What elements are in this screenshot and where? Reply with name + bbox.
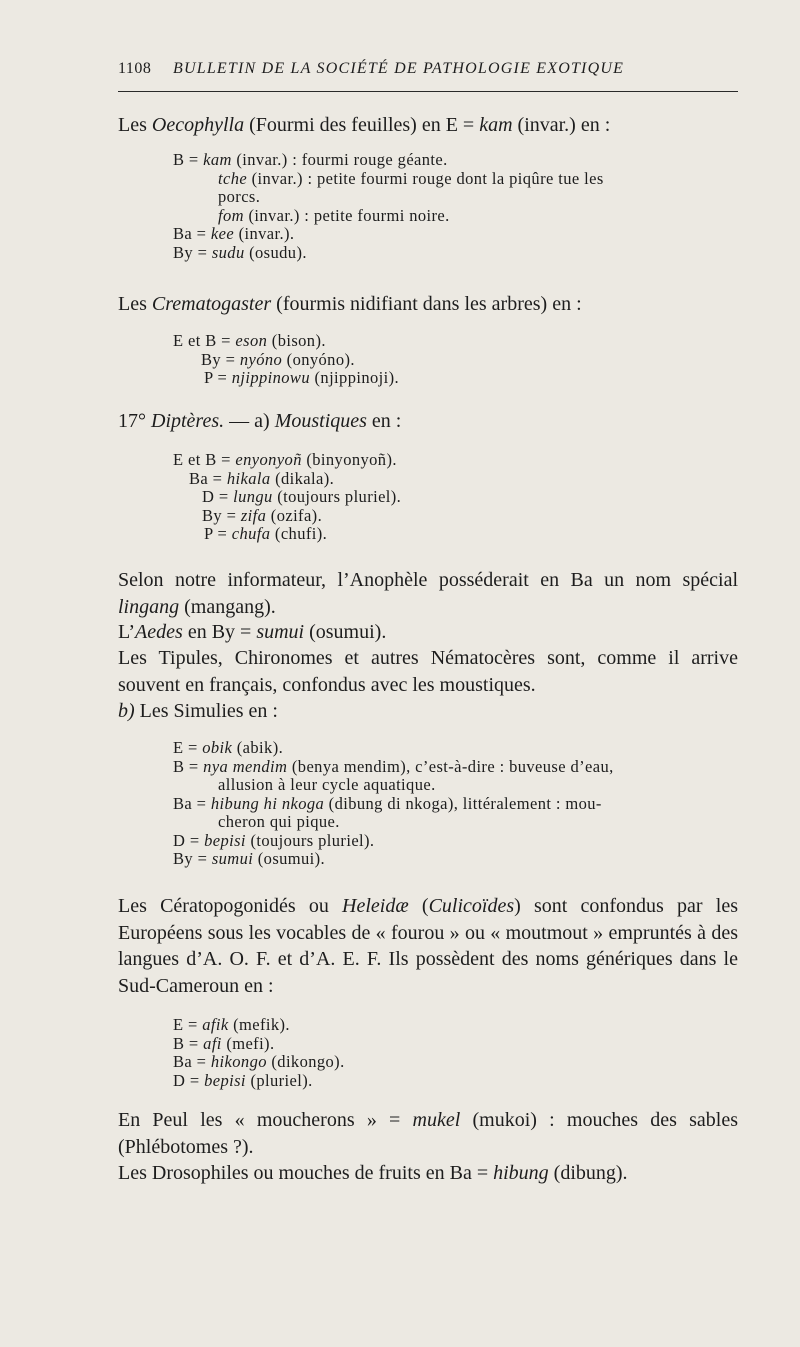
definition: (bison). xyxy=(267,331,326,350)
running-header xyxy=(118,60,738,82)
separator: = xyxy=(192,1052,211,1071)
separator: = xyxy=(183,1015,203,1034)
separator: = xyxy=(185,830,205,850)
vernacular-term: hikala xyxy=(226,468,271,488)
vernacular-term: afi xyxy=(203,1033,222,1053)
vernacular-term: eson xyxy=(235,331,268,350)
language-label: E et B xyxy=(173,331,217,350)
text: Les Drosophiles ou mouches de fruits en Ba = xyxy=(118,1162,494,1184)
list-item xyxy=(173,739,743,758)
paragraph xyxy=(118,291,738,318)
text: L’ xyxy=(118,621,136,643)
separator: = xyxy=(212,368,232,387)
paragraph xyxy=(118,619,738,646)
simulies-heading xyxy=(118,698,738,725)
separator: = xyxy=(214,487,234,506)
list-item xyxy=(173,332,733,351)
separator: = xyxy=(212,524,232,543)
list-item xyxy=(173,507,733,526)
aedes-paragraph xyxy=(118,619,738,646)
language-label: Ba xyxy=(173,793,193,813)
text: En Peul les « moucherons » = xyxy=(118,1109,413,1131)
oecophylla-list xyxy=(173,151,743,262)
separator: = xyxy=(208,468,227,488)
text: Les Cératopogonidés ou xyxy=(118,895,343,917)
separator: = xyxy=(193,242,212,262)
list-item xyxy=(173,244,743,263)
page-number: 1108 xyxy=(118,60,152,77)
definition: (chufi). xyxy=(270,524,328,543)
separator: = xyxy=(216,450,236,469)
list-item xyxy=(173,369,733,388)
list-item xyxy=(173,1035,733,1054)
list-item xyxy=(173,850,743,869)
text: (fourmis nidifiant dans les arbres) en : xyxy=(271,293,582,315)
vernacular-term: zifa xyxy=(240,505,267,525)
paragraph xyxy=(118,567,738,620)
paragraph xyxy=(118,112,738,139)
ceratopogonides-list xyxy=(173,1016,733,1090)
list-item xyxy=(173,207,743,226)
language-label: D xyxy=(173,830,186,850)
text: (mukoi) : mouches des sables (Phlébotomes ?). xyxy=(118,1109,738,1158)
list-item xyxy=(173,758,743,777)
header-rule xyxy=(118,91,738,92)
vernacular-term: bepisi xyxy=(204,830,246,850)
language-label: E xyxy=(173,738,184,757)
definition: (ozifa). xyxy=(266,505,323,525)
definition: porcs. xyxy=(218,187,261,206)
section-number: 17° xyxy=(118,410,146,432)
language-label: By xyxy=(173,242,194,262)
paragraph: Les Tipules, Chironomes et autres Nématocères sont, comme il arrive souvent en français, confondus avec les moustiques. xyxy=(118,647,738,696)
list-item xyxy=(173,813,743,832)
definition: (dibung di nkoga), littéralement : mou- xyxy=(324,793,602,813)
text: — a) xyxy=(224,410,275,432)
language-label: B xyxy=(173,150,185,169)
section-title: Diptères. xyxy=(151,410,225,432)
language-label: P xyxy=(204,368,213,387)
paragraph xyxy=(118,1107,738,1160)
text: Les xyxy=(118,114,152,136)
language-label: By xyxy=(201,349,222,369)
definition: (invar.). xyxy=(234,224,295,243)
separator: = xyxy=(216,331,236,350)
definition: allusion à leur cycle aquatique. xyxy=(218,775,436,794)
list-item xyxy=(173,525,733,544)
text: ( xyxy=(408,895,429,917)
separator: = xyxy=(192,793,211,813)
genus-name: Crematogaster xyxy=(151,293,272,315)
moustiques-list xyxy=(173,451,733,544)
definition: (mefi). xyxy=(221,1033,275,1053)
genus-name: Culicoïdes xyxy=(428,895,515,917)
list-item xyxy=(173,451,733,470)
vernacular-term: bepisi xyxy=(204,1070,246,1090)
list-item xyxy=(173,170,743,189)
list-item xyxy=(173,1053,733,1072)
crematogaster-intro xyxy=(118,291,738,318)
peul-paragraph xyxy=(118,1107,738,1160)
oecophylla-intro xyxy=(118,112,738,139)
text: (dibung). xyxy=(548,1162,628,1184)
drosophiles-paragraph xyxy=(118,1160,738,1187)
language-label: B xyxy=(173,1033,185,1053)
language-label: Ba xyxy=(173,224,193,243)
vernacular-term: njippinowu xyxy=(231,368,310,387)
language-label: By xyxy=(202,505,223,525)
vernacular-term: tche xyxy=(218,168,248,188)
definition: (binyonyoñ). xyxy=(301,450,397,469)
vernacular-term: lungu xyxy=(233,487,273,506)
language-label: B xyxy=(173,756,185,776)
text: Les xyxy=(118,293,152,315)
dipteres-heading xyxy=(118,408,738,435)
vernacular-term: afik xyxy=(202,1015,229,1034)
language-label: D xyxy=(202,487,215,506)
definition: (njippinoji). xyxy=(310,368,400,387)
paragraph xyxy=(118,893,738,999)
text: (Fourmi des feuilles) en E = xyxy=(244,114,480,136)
list-item xyxy=(173,225,743,244)
subsection-title: Moustiques xyxy=(274,410,367,432)
definition: (dikala). xyxy=(270,468,335,488)
separator: = xyxy=(222,505,241,525)
list-item xyxy=(173,1016,733,1035)
vernacular-term: sumui xyxy=(256,621,305,643)
vernacular-term: enyonyoñ xyxy=(235,450,302,469)
vernacular-term: hibung xyxy=(493,1162,549,1184)
vernacular-term: kam xyxy=(203,150,232,169)
definition: (mefik). xyxy=(228,1015,290,1034)
definition: (toujours pluriel). xyxy=(272,487,402,506)
definition: (osudu). xyxy=(244,242,307,262)
journal-title: BULLETIN DE LA SOCIÉTÉ DE PATHOLOGIE EXOTIQUE xyxy=(173,60,625,77)
tipules-paragraph xyxy=(118,645,738,698)
paragraph xyxy=(118,698,738,725)
text: en : xyxy=(366,410,402,432)
text: Les Simulies en : xyxy=(134,700,278,722)
separator: = xyxy=(192,224,211,243)
list-item xyxy=(173,151,743,170)
text: Selon notre informateur, l’Anophèle posséderait en Ba un nom spécial xyxy=(118,569,738,591)
vernacular-term: kam xyxy=(479,114,513,136)
list-item xyxy=(173,776,743,795)
list-item xyxy=(173,188,743,207)
text: (osumui). xyxy=(304,621,387,643)
list-item xyxy=(173,488,733,507)
definition: cheron qui pique. xyxy=(218,812,340,831)
language-label: P xyxy=(204,524,213,543)
definition: (dikongo). xyxy=(266,1052,345,1071)
separator: = xyxy=(184,756,204,776)
paragraph xyxy=(118,1160,738,1187)
vernacular-term: mukel xyxy=(412,1109,461,1131)
vernacular-term: hibung hi nkoga xyxy=(210,793,325,813)
vernacular-term: nya mendim xyxy=(203,756,288,776)
language-label: D xyxy=(173,1070,186,1090)
definition: (invar.) : petite fourmi rouge dont la piqûre tue les xyxy=(247,168,604,188)
anophele-paragraph xyxy=(118,567,738,620)
text: (mangang). xyxy=(179,595,276,618)
language-label: Ba xyxy=(189,468,209,488)
list-item xyxy=(173,470,733,489)
vernacular-term: sudu xyxy=(211,242,245,262)
separator: = xyxy=(221,349,240,369)
vernacular-term: hikongo xyxy=(210,1052,267,1071)
language-label: E xyxy=(173,1015,184,1034)
text: (invar.) en : xyxy=(512,114,611,136)
text: ) sont confondus par les Européens sous les vocables de « fourou » ou « moutmout » empruntés à des langues d’A. O. F. et d’A. E. F. Ils possèdent des noms génériques dans le Sud-Cameroun en : xyxy=(118,895,739,997)
list-item xyxy=(173,795,743,814)
ceratopogonides-paragraph xyxy=(118,893,738,999)
section-heading xyxy=(118,408,738,435)
language-label: By xyxy=(173,849,194,868)
vernacular-term: fom xyxy=(218,205,244,225)
vernacular-term: kee xyxy=(210,224,235,243)
definition: (pluriel). xyxy=(245,1070,313,1090)
definition: (invar.) : petite fourmi noire. xyxy=(243,205,450,225)
list-item xyxy=(173,351,733,370)
language-label: E et B xyxy=(173,450,217,469)
genus-name: Aedes xyxy=(135,621,183,643)
genus-name: Oecophylla xyxy=(151,114,245,136)
genus-name: Heleidæ xyxy=(342,895,409,917)
separator: = xyxy=(183,738,203,757)
definition: (abik). xyxy=(232,738,284,757)
definition: (benya mendim), c’est-à-dire : buveuse d’eau, xyxy=(287,756,614,776)
crematogaster-list xyxy=(173,332,733,388)
simulies-list xyxy=(173,739,743,869)
list-item xyxy=(173,832,743,851)
subsection-label: b) xyxy=(118,700,135,722)
text: en By = xyxy=(182,621,257,643)
separator: = xyxy=(193,849,212,868)
vernacular-term: nyóno xyxy=(239,349,283,369)
definition: (onyóno). xyxy=(282,349,355,369)
vernacular-term: chufa xyxy=(231,524,271,543)
definition: (osumui). xyxy=(253,849,326,868)
separator: = xyxy=(184,1033,204,1053)
definition: (invar.) : fourmi rouge géante. xyxy=(231,150,448,169)
separator: = xyxy=(184,150,204,169)
vernacular-term: sumui xyxy=(211,849,254,868)
definition: (toujours pluriel). xyxy=(245,830,375,850)
separator: = xyxy=(185,1070,205,1090)
language-label: Ba xyxy=(173,1052,193,1071)
vernacular-term: lingang xyxy=(118,595,180,618)
vernacular-term: obik xyxy=(202,738,233,757)
list-item xyxy=(173,1072,733,1091)
